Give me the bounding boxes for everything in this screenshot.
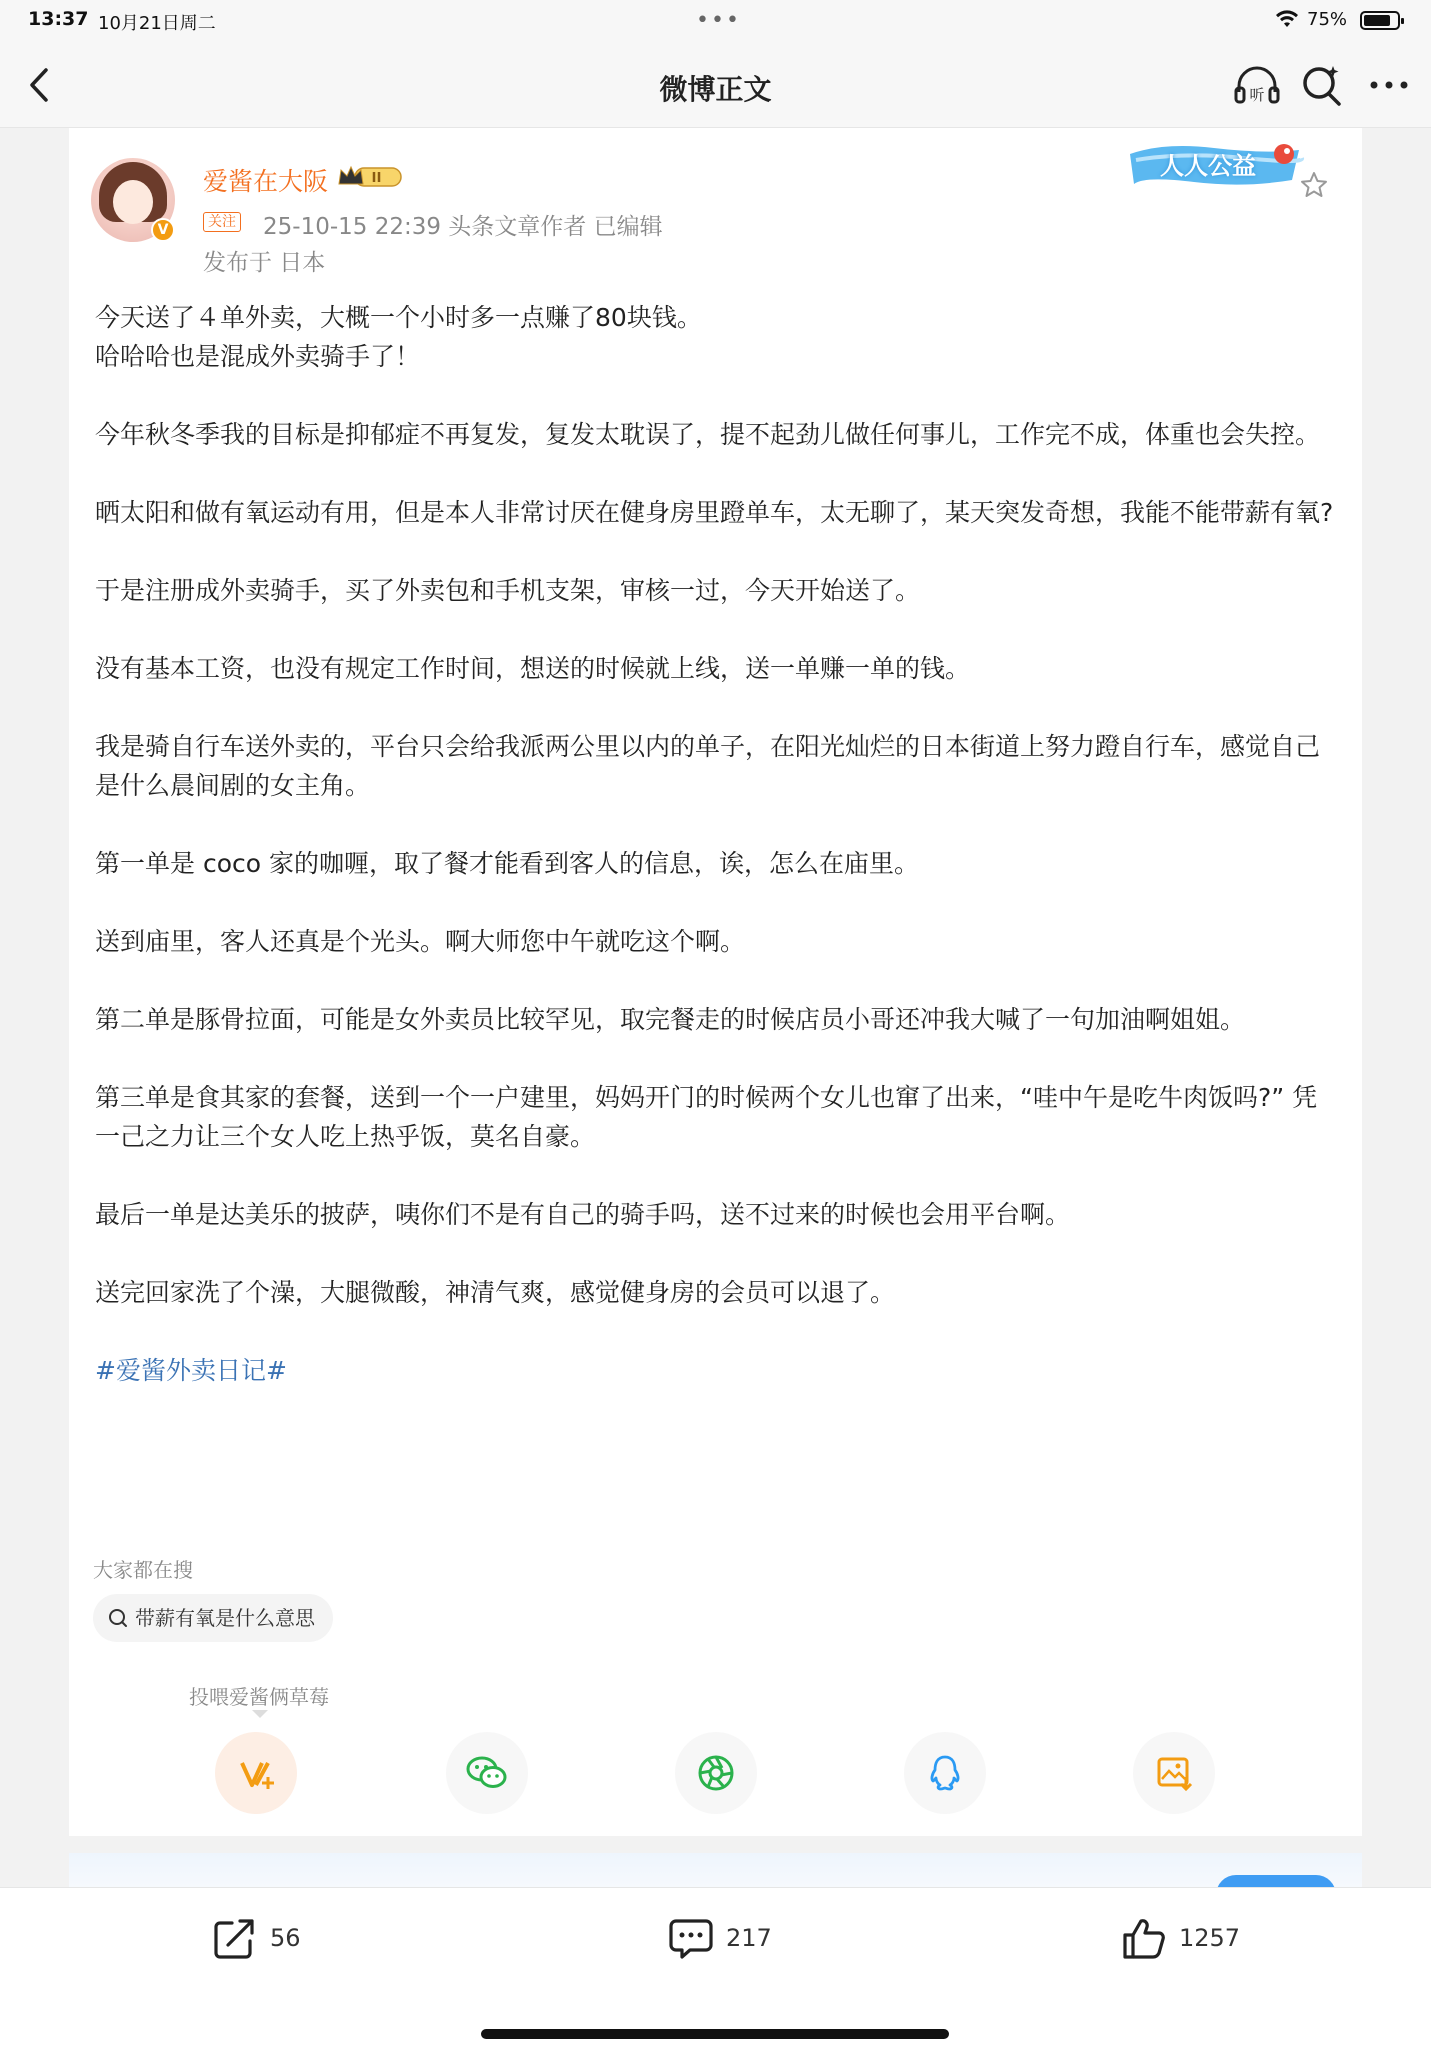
post-paragraph: 晒太阳和做有氧运动有用，但是本人非常讨厌在健身房里蹬单车，太无聊了，某天突发奇想，我能不能带薪有氧? — [95, 498, 1334, 527]
comment-icon — [668, 1915, 714, 1961]
listen-headphones-icon[interactable] — [1232, 62, 1282, 108]
reward-tooltip-caret — [252, 1710, 268, 1718]
charity-label: 人人公益 — [1160, 152, 1256, 180]
like-count: 1257 — [1179, 1924, 1241, 1952]
post-paragraph: 送完回家洗了个澡，大腿微酸，神清气爽，感觉健身房的会员可以退了。 — [95, 1278, 896, 1307]
reward-tooltip: 投喂爱酱俩草莓 — [189, 1685, 329, 1709]
search-icon[interactable] — [1300, 62, 1344, 108]
post-paragraph: 第二单是豚骨拉面，可能是女外卖员比较罕见，取完餐走的时候店员小哥还冲我大喊了一句加油啊姐姐。 — [95, 1005, 1246, 1034]
qq-penguin-icon — [925, 1753, 965, 1793]
post-body — [95, 298, 1340, 1390]
save-image-button[interactable] — [1133, 1732, 1215, 1814]
verified-badge-icon: V — [151, 218, 175, 242]
post-location: 发布于 日本 — [203, 250, 326, 276]
battery-icon — [1360, 11, 1400, 30]
page-title: 微博正文 — [659, 73, 772, 106]
post-paragraph: 最后一单是达美乐的披萨，咦你们不是有自己的骑手吗，送不过来的时候也会用平台啊。 — [95, 1200, 1071, 1229]
repost-icon — [212, 1915, 258, 1961]
post-card — [69, 128, 1362, 1836]
post-paragraph: 于是注册成外卖骑手，买了外卖包和手机支架，审核一过，今天开始送了。 — [95, 576, 921, 605]
post-paragraph: 送到庙里，客人还真是个光头。啊大师您中午就吃这个啊。 — [95, 927, 746, 956]
wifi-icon — [1275, 8, 1299, 30]
share-qq-button[interactable] — [904, 1732, 986, 1814]
comment-button[interactable] — [668, 1914, 772, 1962]
avatar-face — [113, 180, 153, 224]
next-card-peek — [69, 1853, 1362, 1887]
status-bar — [0, 0, 1431, 42]
post-paragraph: 今年秋冬季我的目标是抑郁症不再复发，复发太耽误了，提不起劲儿做任何事儿，工作完不成，体重也会失控。 — [95, 420, 1321, 449]
reward-button[interactable] — [215, 1732, 297, 1814]
save-image-icon — [1154, 1753, 1194, 1793]
vip-crown-badge-icon[interactable] — [337, 164, 403, 190]
post-paragraph: 第三单是食其家的套餐，送到一个一户建里，妈妈开门的时候两个女儿也窜了出来，“哇中午是吃牛肉饭吗?” 凭一己之力让三个女人吃上热乎饭，莫名自豪。 — [95, 1083, 1318, 1151]
author-name[interactable]: 爱酱在大阪 — [203, 167, 329, 196]
trending-search-label: 大家都在搜 — [93, 1558, 193, 1582]
nav-bar — [0, 42, 1431, 128]
more-options-icon[interactable] — [1366, 62, 1412, 108]
home-indicator[interactable] — [481, 2029, 949, 2039]
post-paragraph: 今天送了４单外卖，大概一个小时多一点赚了80块钱。 哈哈哈也是混成外卖骑手了！ — [95, 303, 702, 371]
status-date: 10月21日周二 — [98, 13, 216, 34]
search-icon — [107, 1607, 129, 1629]
post-paragraph: 我是骑自行车送外卖的，平台只会给我派两公里以内的单子，在阳光灿烂的日本街道上努力蹬自行车，感觉自己是什么晨间剧的女主角。 — [95, 732, 1321, 800]
status-time: 13:37 — [28, 8, 89, 30]
charity-badge[interactable] — [1124, 136, 1309, 196]
trending-search-chip[interactable] — [93, 1594, 333, 1642]
post-paragraph: 第一单是 coco 家的咖喱，取了餐才能看到客人的信息，诶，怎么在庙里。 — [95, 849, 919, 878]
moments-aperture-icon — [696, 1753, 736, 1793]
share-moments-button[interactable] — [675, 1732, 757, 1814]
hashtag-link[interactable]: #爱酱外卖日记# — [95, 1356, 287, 1385]
repost-count: 56 — [270, 1924, 301, 1952]
comment-count: 217 — [726, 1924, 772, 1952]
listen-label: 听 — [1249, 86, 1265, 104]
favorite-star-icon[interactable] — [1299, 170, 1329, 200]
thumbs-up-icon — [1121, 1915, 1167, 1961]
share-row — [69, 1732, 1362, 1816]
wechat-icon — [465, 1753, 509, 1793]
multitask-dots-icon[interactable]: ••• — [696, 8, 741, 33]
post-paragraph: 没有基本工资，也没有规定工作时间，想送的时候就上线，送一单赚一单的钱。 — [95, 654, 971, 683]
follow-tag[interactable]: 关注 — [203, 212, 241, 232]
repost-button[interactable] — [212, 1914, 301, 1962]
reward-v-plus-icon — [236, 1753, 276, 1793]
bottom-toolbar — [0, 1887, 1431, 2048]
trending-search-text: 带薪有氧是什么意思 — [135, 1606, 315, 1630]
like-button[interactable] — [1121, 1914, 1240, 1962]
post-meta: 25-10-15 22:39 头条文章作者 已编辑 — [263, 214, 663, 240]
share-wechat-button[interactable] — [446, 1732, 528, 1814]
battery-percent: 75% — [1307, 9, 1348, 30]
